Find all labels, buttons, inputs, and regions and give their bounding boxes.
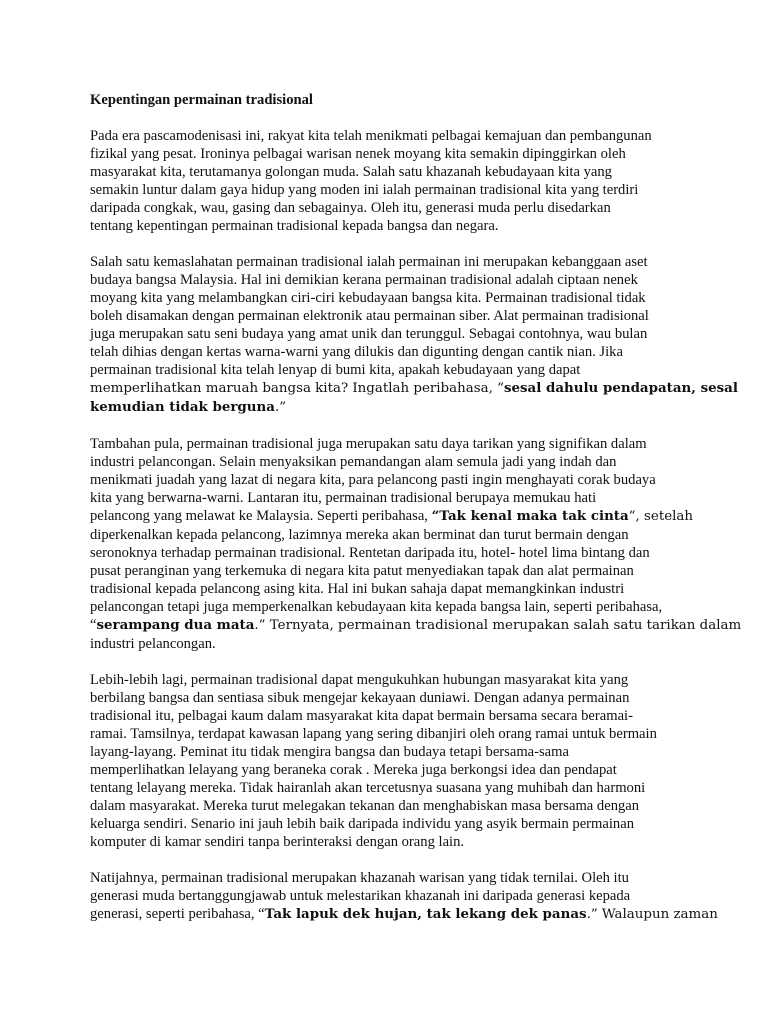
text-segment: tentang kepentingan permainan tradisional kepada bangsa dan negara. bbox=[90, 218, 499, 234]
text-line bbox=[90, 905, 718, 924]
text-line bbox=[90, 325, 690, 343]
text-line bbox=[90, 671, 690, 689]
text-line bbox=[90, 707, 690, 725]
text-segment: semakin luntur dalam gaya hidup yang moden ini ialah permainan tradisional kita yang terdiri bbox=[90, 182, 639, 198]
text-segment: “ bbox=[90, 617, 97, 633]
text-line bbox=[90, 163, 690, 181]
text-segment: tradisional kepada pelancong asing kita. Hal ini bukan sahaja dapat memangkinkan industri bbox=[90, 581, 625, 597]
text-segment: boleh disamakan dengan permainan elektronik atau permainan siber. Alat permainan tradisional bbox=[90, 308, 649, 324]
text-line bbox=[90, 815, 690, 833]
text-line bbox=[90, 507, 694, 526]
text-line bbox=[90, 453, 690, 471]
text-line bbox=[90, 562, 690, 580]
text-segment: industri pelancongan. Selain menyaksikan pemandangan alam semula jadi yang indah dan bbox=[90, 454, 617, 470]
text-segment: daripada congkak, wau, gasing dan sebagainya. Oleh itu, generasi muda perlu disedarkan bbox=[90, 200, 611, 216]
text-line bbox=[90, 544, 690, 562]
text-line bbox=[90, 616, 742, 635]
text-line bbox=[90, 779, 690, 797]
text-line bbox=[90, 887, 690, 905]
text-segment: .” Walaupun zaman bbox=[586, 907, 718, 922]
text-segment: pelancongan tetapi juga memperkenalkan kebudayaan kita kepada bangsa lain, seperti peribahasa, bbox=[90, 599, 663, 615]
text-line bbox=[90, 181, 690, 199]
text-segment: industri pelancongan. bbox=[90, 636, 216, 652]
text-segment: tradisional itu, pelbagai kaum dalam masyarakat kita dapat bermain bersama secara beramai- bbox=[90, 708, 633, 724]
text-line bbox=[90, 145, 690, 163]
text-segment: masyarakat kita, terutamanya golongan muda. Salah satu khazanah kebudayaan kita yang bbox=[90, 164, 612, 180]
text-line bbox=[90, 361, 690, 379]
text-segment: memperlihatkan maruah bangsa kita? Ingatlah peribahasa, “ bbox=[90, 381, 504, 396]
text-line bbox=[90, 289, 690, 307]
text-line bbox=[90, 199, 690, 217]
proverb-text: serampang dua mata bbox=[96, 617, 255, 633]
document-title: Kepentingan permainan tradisional bbox=[90, 92, 313, 108]
text-segment: memperlihatkan lelayang yang beraneka corak . Mereka juga berkongsi idea dan pendapat bbox=[90, 762, 617, 778]
proverb-text: sesal dahulu pendapatan, sesal bbox=[503, 380, 738, 396]
text-segment: “, setelah bbox=[628, 509, 694, 524]
text-segment: generasi, seperti peribahasa, “ bbox=[90, 906, 265, 922]
text-line bbox=[90, 689, 690, 707]
text-segment: dalam masyarakat. Mereka turut melegakan tekanan dan menghabiskan masa bersama dengan bbox=[90, 798, 640, 814]
text-segment: permainan tradisional kita telah lenyap di bumi kita, apakah kebudayaan yang dapat bbox=[90, 362, 581, 378]
text-line bbox=[90, 127, 690, 145]
paragraph bbox=[90, 253, 738, 417]
text-segment: menikmati juadah yang lazat di negara kita, para pelancong pasti ingin menghayati corak budaya bbox=[90, 472, 656, 488]
text-line bbox=[90, 598, 690, 616]
text-segment: Natijahnya, permainan tradisional merupakan khazanah warisan yang tidak ternilai. Oleh itu bbox=[90, 870, 629, 886]
text-segment: Salah satu kemaslahatan permainan tradisional ialah permainan ini merupakan kebanggaan aset bbox=[90, 254, 648, 270]
text-line bbox=[90, 217, 690, 235]
text-segment: Pada era pascamodenisasi ini, rakyat kita telah menikmati pelbagai kemajuan dan pembangunan bbox=[90, 128, 652, 144]
text-segment: budaya bangsa Malaysia. Hal ini demikian kerana permainan tradisional adalah ciptaan nenek bbox=[90, 272, 638, 288]
text-line bbox=[90, 797, 690, 815]
text-segment: pelancong yang melawat ke Malaysia. Seperti peribahasa, bbox=[90, 508, 432, 524]
paragraph bbox=[90, 671, 690, 851]
text-segment: kita yang berwarna-warni. Lantaran itu, permainan tradisional berupaya memukau hati bbox=[90, 490, 597, 506]
text-line bbox=[90, 307, 690, 325]
text-segment: tentang lelayang mereka. Tidak hairanlah akan tercetusnya suasana yang muhibah dan harmoni bbox=[90, 780, 646, 796]
text-line bbox=[90, 526, 690, 544]
document-body bbox=[90, 127, 742, 924]
proverb-text: “Tak kenal maka tak cinta bbox=[431, 508, 629, 524]
text-line bbox=[90, 398, 690, 417]
text-line bbox=[90, 271, 690, 289]
text-line bbox=[90, 471, 690, 489]
text-line bbox=[90, 725, 690, 743]
text-line bbox=[90, 635, 690, 653]
proverb-text: kemudian tidak berguna bbox=[90, 399, 275, 415]
text-line bbox=[90, 343, 690, 361]
text-segment: pusat peranginan yang terkemuka di negara kita patut menyediakan tapak dan alat permainan bbox=[90, 563, 634, 579]
text-segment: diperkenalkan kepada pelancong, lazimnya mereka akan berminat dan turut bermain dengan bbox=[90, 527, 629, 543]
text-segment: Lebih-lebih lagi, permainan tradisional dapat mengukuhkan hubungan masyarakat kita yang bbox=[90, 672, 629, 688]
text-segment: .” bbox=[274, 400, 287, 415]
text-segment: ramai. Tamsilnya, terdapat kawasan lapang yang sering dibanjiri oleh orang ramai untuk bermain bbox=[90, 726, 657, 742]
text-segment: seronoknya terhadap permainan tradisional. Rentetan daripada itu, hotel- hotel lima bintang dan bbox=[90, 545, 650, 561]
text-line bbox=[90, 743, 690, 761]
paragraph bbox=[90, 435, 742, 653]
text-segment: .” Ternyata, permainan tradisional merupakan salah satu tarikan dalam bbox=[254, 618, 742, 633]
text-line bbox=[90, 435, 690, 453]
text-segment: juga merupakan satu seni budaya yang amat unik dan terunggul. Sebagai contohnya, wau bulan bbox=[90, 326, 648, 342]
text-segment: fizikal yang pesat. Ironinya pelbagai warisan nenek moyang kita semakin dipinggirkan oleh bbox=[90, 146, 626, 162]
paragraph bbox=[90, 127, 690, 235]
text-segment: generasi muda bertanggungjawab untuk melestarikan khazanah ini daripada generasi kepada bbox=[90, 888, 631, 904]
text-line bbox=[90, 580, 690, 598]
text-segment: telah dihias dengan kertas warna-warni yang dilukis dan digunting dengan cantik nian. Jika bbox=[90, 344, 623, 360]
text-segment: moyang kita yang melambangkan ciri-ciri kebudayaan bangsa kita. Permainan tradisional tidak bbox=[90, 290, 646, 306]
paragraph bbox=[90, 869, 718, 924]
text-segment: Tambahan pula, permainan tradisional juga merupakan satu daya tarikan yang signifikan dalam bbox=[90, 436, 647, 452]
text-segment: berbilang bangsa dan sentiasa sibuk mengejar kekayaan duniawi. Dengan adanya permainan bbox=[90, 690, 630, 706]
proverb-text: Tak lapuk dek hujan, tak lekang dek panas bbox=[264, 906, 587, 922]
document-page bbox=[90, 91, 742, 942]
text-segment: keluarga sendiri. Senario ini jauh lebih baik daripada individu yang asyik bermain permainan bbox=[90, 816, 635, 832]
text-line bbox=[90, 761, 690, 779]
text-line bbox=[90, 253, 690, 271]
text-line bbox=[90, 869, 690, 887]
text-segment: komputer di kamar sendiri tanpa berinteraksi dengan orang lain. bbox=[90, 834, 465, 850]
text-segment: layang-layang. Peminat itu tidak mengira bangsa dan budaya tetapi bersama-sama bbox=[90, 744, 569, 760]
text-line bbox=[90, 379, 738, 398]
text-line bbox=[90, 489, 690, 507]
text-line bbox=[90, 833, 690, 851]
